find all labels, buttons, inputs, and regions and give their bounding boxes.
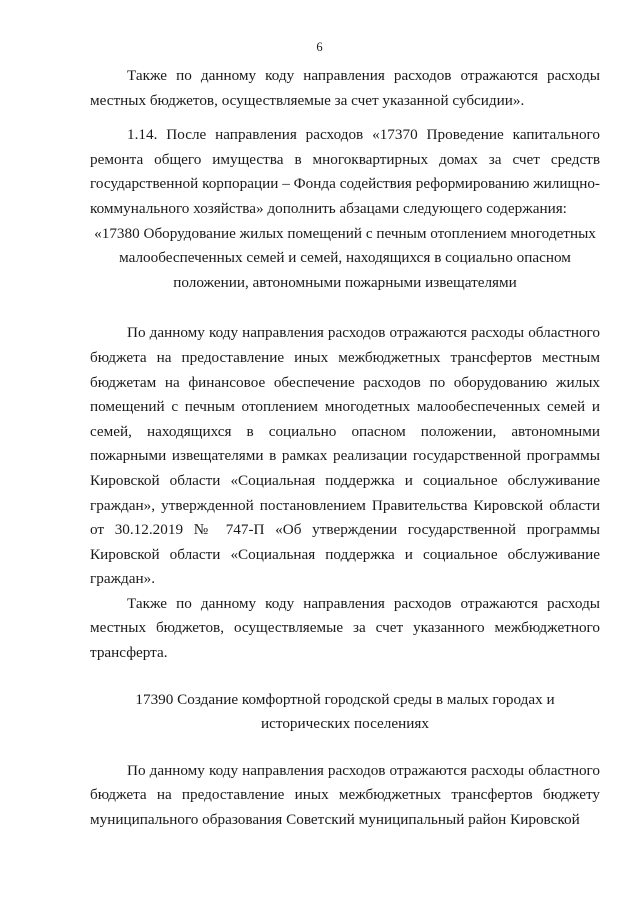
page-number: 6: [316, 40, 323, 54]
paragraph-17390-description: По данному коду направления расходов отражаются расходы областного бюджета на предоставление иных межбюджетных трансфертов бюджету муниципального образования Советский муниципальный район Кировской: [90, 761, 600, 829]
paragraph-local-budgets-transfer: Также по данному коду направления расходов отражаются расходы местных бюджетов, осуществляемые за счет указанного межбюджетного трансферта.: [90, 594, 600, 662]
heading-17380: «17380 Оборудование жилых помещений с печным отоплением многодетных малообеспеченных семей и семей, находящихся в социально опасном положении, автономными пожарными извещателями: [94, 224, 596, 291]
document-body: [90, 64, 600, 833]
paragraph-17380-description: По данному коду направления расходов отражаются расходы областного бюджета на предоставление иных межбюджетных трансфертов местным бюджетам на финансовое обеспечение расходов по оборудованию жилых помещений с печным отоплением многодетных малообеспеченных семей и семей, находящихся в социально опасном положении, автономными пожарными извещателями в рамках реализации государственной программы Кировской области «Социальная поддержка и социальное обслуживание граждан», утвержденной постановлением Правительства Кировской области от 30.12.2019 № 747-П «Об утверждении государственной программы Кировской области «Социальная поддержка и социальное обслуживание граждан».: [90, 324, 600, 588]
paragraph-item-1-14: 1.14. После направления расходов «17370 Проведение капитального ремонта общего имущества в многоквартирных домах за счет средств государственной корпорации – Фонда содействия реформированию жилищно-коммунального хозяйства» дополнить абзацами следующего содержания:: [90, 126, 600, 217]
paragraph-local-budgets-subsidy: Также по данному коду направления расходов отражаются расходы местных бюджетов, осуществляемые за счет указанной субсидии».: [90, 67, 600, 109]
heading-17390: 17390 Создание комфортной городской среды в малых городах и исторических поселениях: [135, 690, 555, 733]
